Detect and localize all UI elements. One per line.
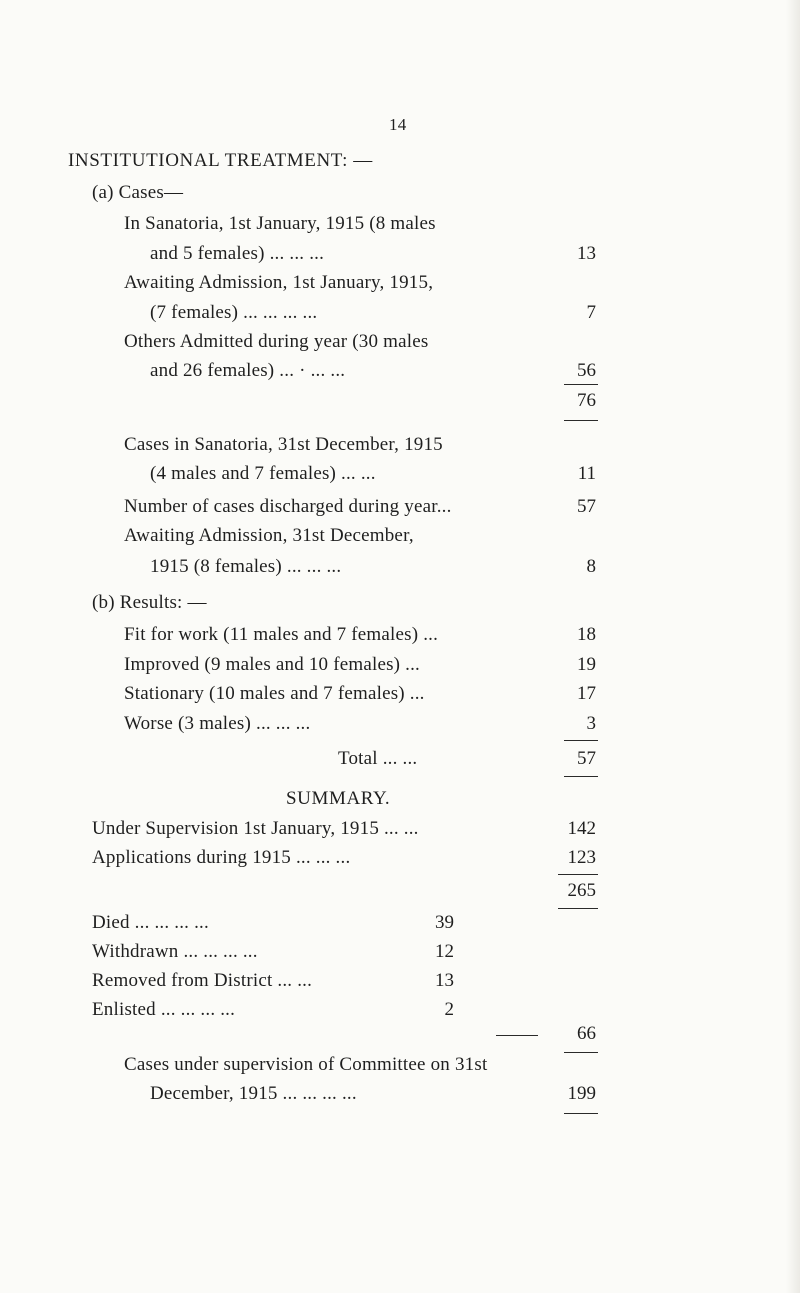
subtotal-value: 76 — [577, 390, 596, 411]
text-line: In Sanatoria, 1st January, 1915 (8 males — [124, 213, 436, 234]
divider-rule — [564, 1113, 598, 1114]
deductions-total: 66 — [577, 1023, 596, 1044]
text-line: Fit for work (11 males and 7 females) ... — [124, 624, 439, 645]
divider-rule — [558, 874, 598, 875]
text-line: (7 females) ... ... ... ... — [150, 302, 318, 323]
text-line: Cases in Sanatoria, 31st December, 1915 — [124, 434, 443, 455]
section-a-label: (a) Cases— — [92, 182, 184, 203]
text-line: Worse (3 males) ... ... ... — [124, 713, 311, 734]
value-cell: 142 — [567, 818, 596, 839]
value-cell: 13 — [435, 970, 454, 991]
value-cell: 12 — [435, 941, 454, 962]
value-cell: 7 — [586, 302, 596, 323]
divider-rule — [564, 1052, 598, 1053]
text-line: and 26 females) ... · ... ... — [150, 360, 346, 381]
section-heading: INSTITUTIONAL TREATMENT: — — [68, 150, 373, 171]
text-line: Stationary (10 males and 7 females) ... — [124, 683, 425, 704]
text-line: Removed from District ... ... — [92, 970, 313, 991]
value-cell: 56 — [577, 360, 596, 381]
text-line: 1915 (8 females) ... ... ... — [150, 556, 342, 577]
value-cell: 57 — [577, 496, 596, 517]
value-cell: 18 — [577, 624, 596, 645]
final-total: 199 — [567, 1083, 596, 1104]
text-line: Cases under supervision of Committee on 31st — [124, 1054, 488, 1075]
value-cell: 17 — [577, 683, 596, 704]
text-line: Enlisted ... ... ... ... — [92, 999, 236, 1020]
subtotal-value: 265 — [567, 880, 596, 901]
text-line: December, 1915 ... ... ... ... — [150, 1083, 357, 1104]
value-cell: 39 — [435, 912, 454, 933]
divider-rule — [564, 740, 598, 741]
text-line: Improved (9 males and 10 females) ... — [124, 654, 420, 675]
text-line: Awaiting Admission, 31st December, — [124, 525, 414, 546]
value-cell: 123 — [567, 847, 596, 868]
value-cell: 19 — [577, 654, 596, 675]
value-cell: 13 — [577, 243, 596, 264]
text-line: Number of cases discharged during year... — [124, 496, 452, 517]
value-cell: 8 — [586, 556, 596, 577]
total-value: 57 — [577, 748, 596, 769]
value-cell: 2 — [444, 999, 454, 1020]
value-cell: 11 — [577, 463, 596, 484]
page-edge — [786, 0, 800, 1293]
total-label: Total ... ... — [338, 748, 418, 769]
text-line: Under Supervision 1st January, 1915 ... ... — [92, 818, 419, 839]
summary-heading: SUMMARY. — [286, 788, 391, 809]
text-line: Others Admitted during year (30 males — [124, 331, 429, 352]
value-cell: 3 — [586, 713, 596, 734]
section-b-label: (b) Results: — — [92, 592, 207, 613]
divider-rule — [558, 908, 598, 909]
text-line: Withdrawn ... ... ... ... — [92, 941, 258, 962]
text-line: Awaiting Admission, 1st January, 1915, — [124, 272, 434, 293]
text-line: (4 males and 7 females) ... ... — [150, 463, 376, 484]
text-line: Died ... ... ... ... — [92, 912, 209, 933]
divider-rule — [564, 776, 598, 777]
text-line: Applications during 1915 ... ... ... — [92, 847, 351, 868]
page-number: 14 — [389, 115, 407, 134]
divider-rule — [564, 384, 598, 385]
text-line: and 5 females) ... ... ... — [150, 243, 325, 264]
divider-rule — [564, 420, 598, 421]
divider-rule — [496, 1035, 538, 1036]
